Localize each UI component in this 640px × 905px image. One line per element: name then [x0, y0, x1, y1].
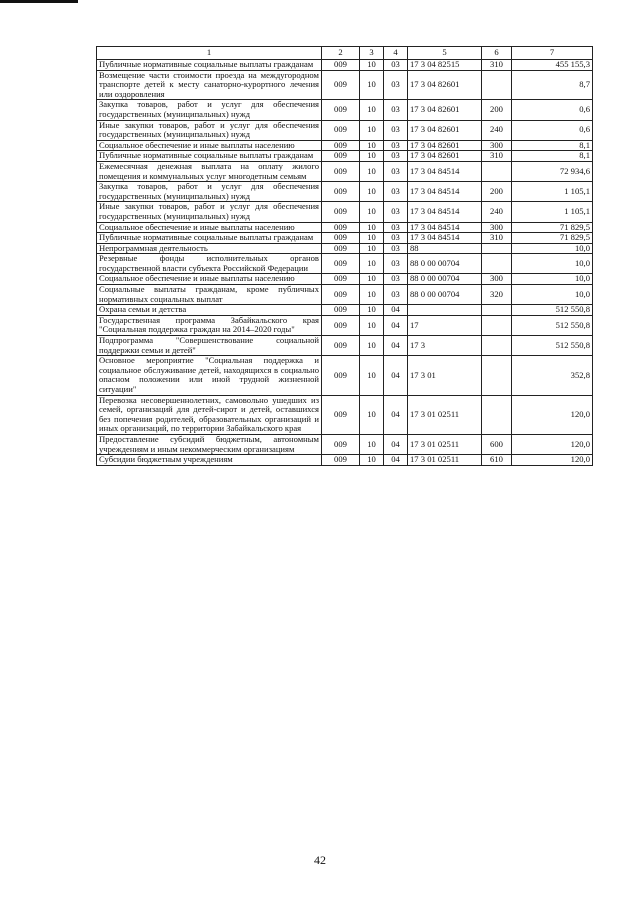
row-amount: 10,0 [512, 254, 593, 274]
row-ved-code: 009 [322, 254, 360, 274]
row-expense-type: 320 [482, 285, 512, 305]
row-amount: 8,1 [512, 140, 593, 151]
row-subsection-code: 03 [384, 100, 408, 120]
row-expense-type [482, 243, 512, 254]
row-target-article: 17 3 04 84514 [408, 222, 482, 233]
row-amount: 1 105,1 [512, 202, 593, 222]
row-name: Закупка товаров, работ и услуг для обеспечения государственных (муниципальных) нужд [97, 182, 322, 202]
row-name: Ежемесячная денежная выплата на оплату жилого помещения и коммунальных услуг многодетным семьям [97, 161, 322, 181]
row-ved-code: 009 [322, 356, 360, 395]
row-name: Субсидии бюджетным учреждениям [97, 455, 322, 466]
row-expense-type [482, 315, 512, 335]
row-target-article: 88 [408, 243, 482, 254]
row-target-article: 88 0 00 00704 [408, 274, 482, 285]
row-subsection-code: 04 [384, 395, 408, 434]
row-ved-code: 009 [322, 151, 360, 162]
row-target-article: 17 3 04 84514 [408, 233, 482, 244]
row-amount: 71 829,5 [512, 222, 593, 233]
row-subsection-code: 03 [384, 161, 408, 181]
table-row [97, 70, 593, 100]
row-name: Основное мероприятие "Социальная поддержка и социальное обслуживание детей, находящихся в социально опасном положении или иной трудной жизненной ситуации" [97, 356, 322, 395]
row-amount: 71 829,5 [512, 233, 593, 244]
row-target-article [408, 305, 482, 316]
row-amount: 120,0 [512, 455, 593, 466]
header-col-2: 2 [322, 47, 360, 60]
row-amount: 0,6 [512, 100, 593, 120]
row-section-code: 10 [360, 434, 384, 454]
row-name: Социальные выплаты гражданам, кроме публичных нормативных социальных выплат [97, 285, 322, 305]
row-section-code: 10 [360, 455, 384, 466]
row-subsection-code: 03 [384, 254, 408, 274]
row-section-code: 10 [360, 182, 384, 202]
row-name: Резервные фонды исполнительных органов государственной власти субъекта Российской Федерации [97, 254, 322, 274]
row-expense-type [482, 336, 512, 356]
row-subsection-code: 03 [384, 202, 408, 222]
row-ved-code: 009 [322, 182, 360, 202]
row-subsection-code: 04 [384, 336, 408, 356]
row-ved-code: 009 [322, 455, 360, 466]
row-ved-code: 009 [322, 315, 360, 335]
row-name: Подпрограмма "Совершенствование социальной поддержки семьи и детей" [97, 336, 322, 356]
row-amount: 8,1 [512, 151, 593, 162]
row-ved-code: 009 [322, 395, 360, 434]
table-row [97, 315, 593, 335]
row-target-article: 17 3 01 02511 [408, 395, 482, 434]
table-row [97, 356, 593, 395]
header-row [97, 47, 593, 60]
header-col-6: 6 [482, 47, 512, 60]
row-section-code: 10 [360, 315, 384, 335]
row-expense-type: 310 [482, 151, 512, 162]
row-expense-type [482, 356, 512, 395]
row-amount: 512 550,8 [512, 336, 593, 356]
row-subsection-code: 04 [384, 305, 408, 316]
row-name: Предоставление субсидий бюджетным, автономным учреждениям и иным некоммерческим организациям [97, 434, 322, 454]
table-row [97, 233, 593, 244]
row-ved-code: 009 [322, 233, 360, 244]
row-ved-code: 009 [322, 161, 360, 181]
row-target-article: 17 3 01 02511 [408, 434, 482, 454]
header-col-7: 7 [512, 47, 593, 60]
row-target-article: 17 3 04 84514 [408, 182, 482, 202]
row-subsection-code: 04 [384, 356, 408, 395]
row-expense-type [482, 305, 512, 316]
row-target-article: 17 3 04 82601 [408, 140, 482, 151]
row-expense-type: 300 [482, 222, 512, 233]
row-amount: 352,8 [512, 356, 593, 395]
corner-mark [0, 0, 78, 3]
page-number: 42 [314, 853, 326, 867]
row-expense-type: 310 [482, 60, 512, 71]
row-section-code: 10 [360, 233, 384, 244]
row-expense-type: 300 [482, 274, 512, 285]
row-subsection-code: 03 [384, 243, 408, 254]
row-ved-code: 009 [322, 243, 360, 254]
row-expense-type: 240 [482, 202, 512, 222]
row-target-article: 17 [408, 315, 482, 335]
row-ved-code: 009 [322, 434, 360, 454]
row-expense-type [482, 395, 512, 434]
row-target-article: 88 0 00 00704 [408, 285, 482, 305]
row-target-article: 17 3 04 82601 [408, 120, 482, 140]
row-ved-code: 009 [322, 274, 360, 285]
row-expense-type: 310 [482, 233, 512, 244]
table-row [97, 434, 593, 454]
row-subsection-code: 03 [384, 274, 408, 285]
table-row [97, 455, 593, 466]
row-section-code: 10 [360, 140, 384, 151]
row-section-code: 10 [360, 100, 384, 120]
row-ved-code: 009 [322, 120, 360, 140]
row-section-code: 10 [360, 243, 384, 254]
row-expense-type: 610 [482, 455, 512, 466]
header-col-4: 4 [384, 47, 408, 60]
row-target-article: 17 3 04 84514 [408, 202, 482, 222]
row-subsection-code: 04 [384, 434, 408, 454]
row-subsection-code: 03 [384, 222, 408, 233]
table-row [97, 151, 593, 162]
row-subsection-code: 03 [384, 70, 408, 100]
row-section-code: 10 [360, 305, 384, 316]
row-expense-type: 300 [482, 140, 512, 151]
row-subsection-code: 03 [384, 151, 408, 162]
row-target-article: 17 3 04 82601 [408, 100, 482, 120]
row-amount: 120,0 [512, 395, 593, 434]
row-section-code: 10 [360, 161, 384, 181]
table-row [97, 182, 593, 202]
row-expense-type: 200 [482, 182, 512, 202]
row-expense-type: 240 [482, 120, 512, 140]
table-row [97, 274, 593, 285]
row-section-code: 10 [360, 202, 384, 222]
row-name: Публичные нормативные социальные выплаты гражданам [97, 60, 322, 71]
table-row [97, 222, 593, 233]
row-target-article: 88 0 00 00704 [408, 254, 482, 274]
row-name: Закупка товаров, работ и услуг для обеспечения государственных (муниципальных) нужд [97, 100, 322, 120]
row-subsection-code: 03 [384, 140, 408, 151]
row-ved-code: 009 [322, 140, 360, 151]
row-subsection-code: 03 [384, 120, 408, 140]
row-target-article: 17 3 04 82601 [408, 151, 482, 162]
row-ved-code: 009 [322, 100, 360, 120]
row-section-code: 10 [360, 70, 384, 100]
header-col-5: 5 [408, 47, 482, 60]
row-expense-type [482, 161, 512, 181]
table-row [97, 254, 593, 274]
row-ved-code: 009 [322, 305, 360, 316]
row-section-code: 10 [360, 395, 384, 434]
row-target-article: 17 3 04 82601 [408, 70, 482, 100]
table-row [97, 305, 593, 316]
table-row [97, 202, 593, 222]
table-row [97, 120, 593, 140]
row-amount: 512 550,8 [512, 315, 593, 335]
row-name: Перевозка несовершеннолетних, самовольно ушедших из семей, организаций для детей-сирот и детей, оставшихся без попечения родителей, образовательных организаций и иных организаций, по территории Забайкальского края [97, 395, 322, 434]
table-row [97, 140, 593, 151]
row-name: Охрана семьи и детства [97, 305, 322, 316]
row-amount: 10,0 [512, 285, 593, 305]
row-target-article: 17 3 04 84514 [408, 161, 482, 181]
row-name: Социальное обеспечение и иные выплаты населению [97, 140, 322, 151]
row-name: Иные закупки товаров, работ и услуг для обеспечения государственных (муниципальных) нужд [97, 202, 322, 222]
row-name: Социальное обеспечение и иные выплаты населению [97, 274, 322, 285]
row-amount: 1 105,1 [512, 182, 593, 202]
row-subsection-code: 03 [384, 233, 408, 244]
row-name: Непрограммная деятельность [97, 243, 322, 254]
row-section-code: 10 [360, 285, 384, 305]
row-amount: 72 934,6 [512, 161, 593, 181]
table-row [97, 100, 593, 120]
row-amount: 512 550,8 [512, 305, 593, 316]
row-amount: 8,7 [512, 70, 593, 100]
row-name: Государственная программа Забайкальского края "Социальная поддержка граждан на 2014–2020 годы" [97, 315, 322, 335]
row-name: Публичные нормативные социальные выплаты гражданам [97, 151, 322, 162]
row-subsection-code: 04 [384, 315, 408, 335]
row-expense-type: 600 [482, 434, 512, 454]
table-row [97, 60, 593, 71]
budget-table [96, 46, 593, 466]
row-name: Иные закупки товаров, работ и услуг для обеспечения государственных (муниципальных) нужд [97, 120, 322, 140]
row-subsection-code: 04 [384, 455, 408, 466]
row-name: Возмещение части стоимости проезда на междугородном транспорте детей к месту санаторно-курортного лечения или оздоровления [97, 70, 322, 100]
header-col-1: 1 [97, 47, 322, 60]
table-row [97, 336, 593, 356]
table-row [97, 243, 593, 254]
row-amount: 455 155,3 [512, 60, 593, 71]
row-expense-type [482, 254, 512, 274]
row-amount: 0,6 [512, 120, 593, 140]
row-ved-code: 009 [322, 285, 360, 305]
row-subsection-code: 03 [384, 182, 408, 202]
row-ved-code: 009 [322, 70, 360, 100]
row-name: Социальное обеспечение и иные выплаты населению [97, 222, 322, 233]
row-ved-code: 009 [322, 336, 360, 356]
row-section-code: 10 [360, 274, 384, 285]
row-section-code: 10 [360, 151, 384, 162]
header-col-3: 3 [360, 47, 384, 60]
row-ved-code: 009 [322, 222, 360, 233]
row-name: Публичные нормативные социальные выплаты гражданам [97, 233, 322, 244]
row-section-code: 10 [360, 336, 384, 356]
row-section-code: 10 [360, 222, 384, 233]
table-body [97, 60, 593, 466]
row-expense-type [482, 70, 512, 100]
table-row [97, 395, 593, 434]
row-subsection-code: 03 [384, 60, 408, 71]
row-subsection-code: 03 [384, 285, 408, 305]
row-section-code: 10 [360, 356, 384, 395]
row-section-code: 10 [360, 254, 384, 274]
row-target-article: 17 3 01 [408, 356, 482, 395]
row-amount: 10,0 [512, 243, 593, 254]
table-row [97, 285, 593, 305]
table-row [97, 161, 593, 181]
row-section-code: 10 [360, 120, 384, 140]
row-amount: 120,0 [512, 434, 593, 454]
row-target-article: 17 3 04 82515 [408, 60, 482, 71]
row-target-article: 17 3 01 02511 [408, 455, 482, 466]
row-ved-code: 009 [322, 202, 360, 222]
row-expense-type: 200 [482, 100, 512, 120]
row-ved-code: 009 [322, 60, 360, 71]
row-amount: 10,0 [512, 274, 593, 285]
row-section-code: 10 [360, 60, 384, 71]
row-target-article: 17 3 [408, 336, 482, 356]
